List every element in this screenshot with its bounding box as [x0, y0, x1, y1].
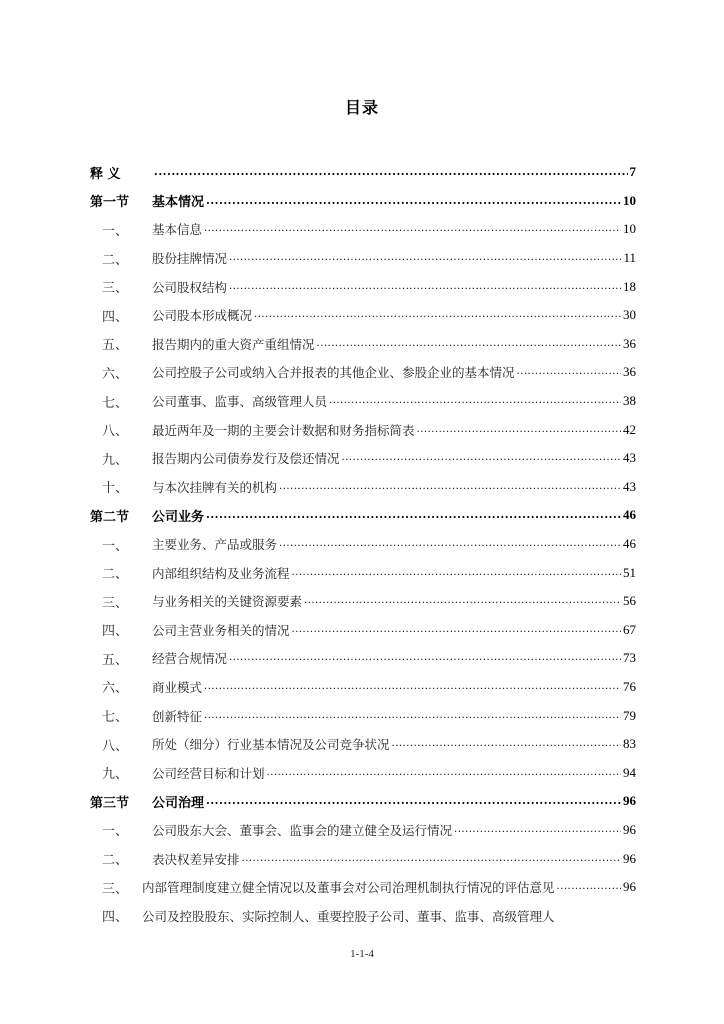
toc-entry-row[interactable] [90, 901, 636, 930]
toc-number: 八、 [102, 738, 129, 754]
toc-leader-dots [254, 307, 621, 323]
toc-page-number: 46 [623, 507, 636, 523]
toc-number: 第三节 [90, 795, 130, 811]
toc-leader-dots [342, 450, 621, 466]
toc-number: 五、 [102, 338, 129, 354]
toc-number: 第二节 [90, 509, 130, 525]
toc-label: 基本情况 [152, 195, 205, 211]
toc-entry-row[interactable] [90, 673, 636, 702]
toc-entry-row[interactable] [90, 758, 636, 787]
toc-label: 基本信息 [152, 222, 203, 238]
toc-entry-row[interactable] [90, 473, 636, 502]
toc-number: 三、 [102, 881, 129, 897]
toc-entry-row[interactable] [90, 387, 636, 416]
toc-leader-dots [204, 221, 621, 237]
toc-entry-row[interactable] [90, 844, 636, 873]
toc-number: 二、 [102, 567, 129, 583]
toc-page-number: 67 [623, 621, 636, 637]
toc-page-number: 10 [623, 221, 636, 237]
toc-number: 一、 [102, 538, 129, 554]
toc-page-number: 10 [623, 192, 636, 208]
toc-number: 四、 [102, 309, 129, 325]
table-of-contents [90, 158, 636, 930]
toc-entry-row[interactable] [90, 558, 636, 587]
toc-page-number: 38 [623, 393, 636, 409]
toc-number: 九、 [102, 452, 129, 468]
toc-entry-row[interactable] [90, 244, 636, 273]
toc-page-number: 30 [623, 307, 636, 323]
toc-leader-dots [242, 851, 621, 867]
toc-entry-row[interactable] [90, 873, 636, 902]
toc-number: 一、 [102, 223, 129, 239]
toc-number: 五、 [102, 652, 129, 668]
toc-entry-row[interactable] [90, 644, 636, 673]
toc-page-number: 36 [623, 364, 636, 380]
toc-number: 六、 [102, 681, 129, 697]
toc-entry-row[interactable] [90, 730, 636, 759]
toc-label: 公司股东大会、董事会、监事会的建立健全及运行情况 [152, 822, 453, 838]
toc-label: 内部管理制度建立健全情况以及董事会对公司治理机制执行情况的评估意见 [142, 880, 555, 896]
toc-number: 四、 [102, 624, 129, 640]
toc-label: 公司股本形成概况 [152, 308, 253, 324]
toc-page-number: 73 [623, 650, 636, 666]
toc-number: 释 义 [90, 166, 121, 182]
toc-number: 第一节 [90, 195, 130, 211]
toc-label: 与本次挂牌有关的机构 [152, 479, 278, 495]
toc-page-number: 11 [623, 250, 636, 266]
toc-leader-dots [417, 422, 621, 438]
toc-label: 所处（细分）行业基本情况及公司竞争状况 [152, 737, 390, 753]
toc-number: 一、 [102, 824, 129, 840]
toc-entry-row[interactable] [90, 415, 636, 444]
toc-entry-row[interactable] [90, 330, 636, 359]
toc-page-number: 96 [623, 850, 636, 866]
toc-number: 六、 [102, 366, 129, 382]
toc-number: 七、 [102, 710, 129, 726]
toc-page-number: 83 [623, 736, 636, 752]
toc-leader-dots [517, 364, 621, 380]
toc-page-number: 96 [623, 879, 636, 895]
toc-leader-dots [279, 536, 621, 552]
toc-leader-dots [154, 164, 628, 180]
toc-label: 报告期内的重大资产重组情况 [152, 336, 315, 352]
toc-entry-row[interactable] [90, 301, 636, 330]
toc-leader-dots [557, 879, 621, 895]
toc-entry-row[interactable] [90, 816, 636, 845]
toc-page-number: 79 [623, 707, 636, 723]
toc-label: 公司股权结构 [152, 279, 228, 295]
toc-label: 表决权差异安排 [152, 851, 240, 867]
toc-page-number: 43 [623, 450, 636, 466]
toc-leader-dots [329, 393, 621, 409]
toc-section-row[interactable] [90, 787, 636, 816]
toc-entry-row[interactable] [90, 358, 636, 387]
toc-page-number: 42 [623, 421, 636, 437]
toc-leader-dots [267, 765, 621, 781]
toc-number: 八、 [102, 424, 129, 440]
toc-section-row[interactable] [90, 501, 636, 530]
toc-label: 商业模式 [152, 679, 203, 695]
toc-leader-dots [229, 279, 621, 295]
toc-leader-dots [206, 507, 621, 523]
toc-leader-dots [204, 679, 621, 695]
toc-entry-row[interactable] [90, 616, 636, 645]
toc-label: 公司董事、监事、高级管理人员 [152, 394, 328, 410]
toc-entry-row[interactable] [90, 215, 636, 244]
toc-label: 创新特征 [152, 708, 203, 724]
toc-leader-dots [229, 650, 621, 666]
toc-label: 最近两年及一期的主要会计数据和财务指标简表 [152, 422, 415, 438]
toc-entry-row[interactable] [90, 444, 636, 473]
toc-label: 内部组织结构及业务流程 [152, 565, 290, 581]
toc-label: 报告期内公司债券发行及偿还情况 [152, 451, 340, 467]
toc-leader-dots [206, 793, 621, 809]
toc-section-row[interactable] [90, 187, 636, 216]
toc-page-number: 51 [623, 564, 636, 580]
toc-label: 公司业务 [152, 509, 205, 525]
toc-page-number: 18 [623, 278, 636, 294]
toc-leader-dots [292, 622, 621, 638]
toc-label: 公司控股子公司或纳入合并报表的其他企业、参股企业的基本情况 [152, 365, 515, 381]
toc-section-row[interactable] [90, 158, 636, 187]
toc-entry-row[interactable] [90, 530, 636, 559]
toc-leader-dots [317, 336, 621, 352]
toc-label: 公司主营业务相关的情况 [152, 622, 290, 638]
toc-label: 公司治理 [152, 795, 205, 811]
page-footer-number: 1-1-4 [350, 948, 374, 960]
toc-label: 经营合规情况 [152, 651, 228, 667]
toc-page-number: 43 [623, 478, 636, 494]
toc-leader-dots [229, 250, 621, 266]
toc-page-number: 94 [623, 764, 636, 780]
toc-label: 股份挂牌情况 [152, 251, 228, 267]
toc-leader-dots [292, 565, 621, 581]
toc-page-number: 76 [623, 678, 636, 694]
toc-page-number: 96 [623, 793, 636, 809]
toc-leader-dots [204, 708, 621, 724]
toc-leader-dots [392, 736, 621, 752]
toc-number: 三、 [102, 595, 129, 611]
toc-page-number: 96 [623, 821, 636, 837]
toc-entry-row[interactable] [90, 272, 636, 301]
toc-entry-row[interactable] [90, 701, 636, 730]
toc-label: 主要业务、产品或服务 [152, 537, 278, 553]
toc-page-number: 7 [629, 164, 636, 180]
toc-title: 目录 [344, 98, 379, 117]
toc-label: 公司经营目标和计划 [152, 765, 265, 781]
toc-label: 与业务相关的关键资源要素 [152, 594, 303, 610]
toc-number: 二、 [102, 853, 129, 869]
toc-entry-row[interactable] [90, 587, 636, 616]
toc-page-number: 36 [623, 335, 636, 351]
toc-number: 四、 [102, 910, 129, 926]
toc-leader-dots [454, 822, 621, 838]
toc-number: 二、 [102, 252, 129, 268]
toc-leader-dots [206, 193, 621, 209]
toc-page-number: 46 [623, 536, 636, 552]
toc-number: 七、 [102, 395, 129, 411]
toc-leader-dots [279, 479, 621, 495]
toc-leader-dots [304, 593, 621, 609]
toc-label: 公司及控股股东、实际控制人、重要控股子公司、董事、监事、高级管理人 [142, 908, 555, 924]
toc-number: 九、 [102, 767, 129, 783]
toc-number: 三、 [102, 281, 129, 297]
toc-page-number: 56 [623, 593, 636, 609]
toc-number: 十、 [102, 481, 129, 497]
